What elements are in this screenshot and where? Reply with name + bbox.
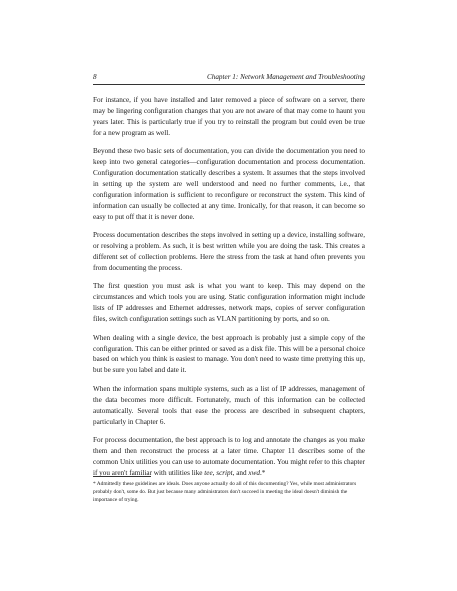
page-number: 8 xyxy=(93,73,97,81)
footnote-marker: .* xyxy=(260,468,266,477)
paragraph: Process documentation describes the steps involved in setting up a device, installing software, or resolving a problem. As such, it is best written while you are doing the task. This creates a different set of collection problems. Here the stress from the task at hand often prevents you from documenting the process. xyxy=(93,231,365,272)
paragraph: For instance, if you have installed and later removed a piece of software on a server, there may be lingering configuration changes that you are not aware of that may come to haunt you years later. This is particularly true if you try to reinstall the program but could even be true for a new program as well. xyxy=(93,96,365,137)
header-rule xyxy=(93,84,365,85)
footnote: * Admittedly these guidelines are ideals. Does anyone actually do all of this documenting? Yes, while most administrators probably don't, some do. But just because many administrators don't succeed in meeting the ideal doesn't diminish the importance of trying. xyxy=(93,481,357,504)
utility-name-script: script xyxy=(216,468,233,477)
footnote-rule xyxy=(93,476,151,477)
paragraph: When the information spans multiple systems, such as a list of IP addresses, management of the data becomes more difficult. Fortunately, much of this information can be collected automatically. Several tools that ease the process are described in subsequent chapters, particularly in Chapter 6. xyxy=(93,384,365,426)
utility-name-xwd: xwd xyxy=(248,468,260,477)
running-header xyxy=(93,72,365,84)
separator: , xyxy=(212,468,217,477)
utility-name-tee: tee xyxy=(204,468,213,477)
separator: , and xyxy=(232,468,249,477)
paragraph: The first question you must ask is what you want to keep. This may depend on the circumstances and which tools you are using. Static configuration information might include lists of IP addresses and Ethernet addresses, network maps, copies of server configuration files, switch configuration settings such as VLAN partitioning by ports, and so on. xyxy=(93,282,365,324)
paragraph-text: For process documentation, the best approach is to log and annotate the changes as you make them and then reconstruct the process at a later time. Chapter 11 describes some of the common Unix utilities you can use to automate documentation. You might refer to this chapter if you aren't familiar with utilities like xyxy=(93,436,365,477)
paragraph: When dealing with a single device, the best approach is probably just a simple copy of the configuration. This can be either printed or saved as a disk file. This will be a personal choice based on which you think is easiest to manage. You don't need to waste time prettying this up, but be sure you label and date it. xyxy=(93,333,365,375)
paragraph-last xyxy=(93,435,365,479)
chapter-title: Chapter 1: Network Management and Troubleshooting xyxy=(206,73,365,81)
paragraph: Beyond these two basic sets of documentation, you can divide the documentation you need to keep into two general categories—configuration documentation and process documentation. Configuration documentation statically describes a system. It assumes that the steps involved in setting up the system are well understood and need no further comments, i.e., that configuration information is sufficient to reconfigure or reconstruct the system. This kind of information can usually be collected at any time. Ironically, for that reason, it can become so easy to put off that it is never done. xyxy=(93,147,365,221)
body-text xyxy=(93,95,365,486)
